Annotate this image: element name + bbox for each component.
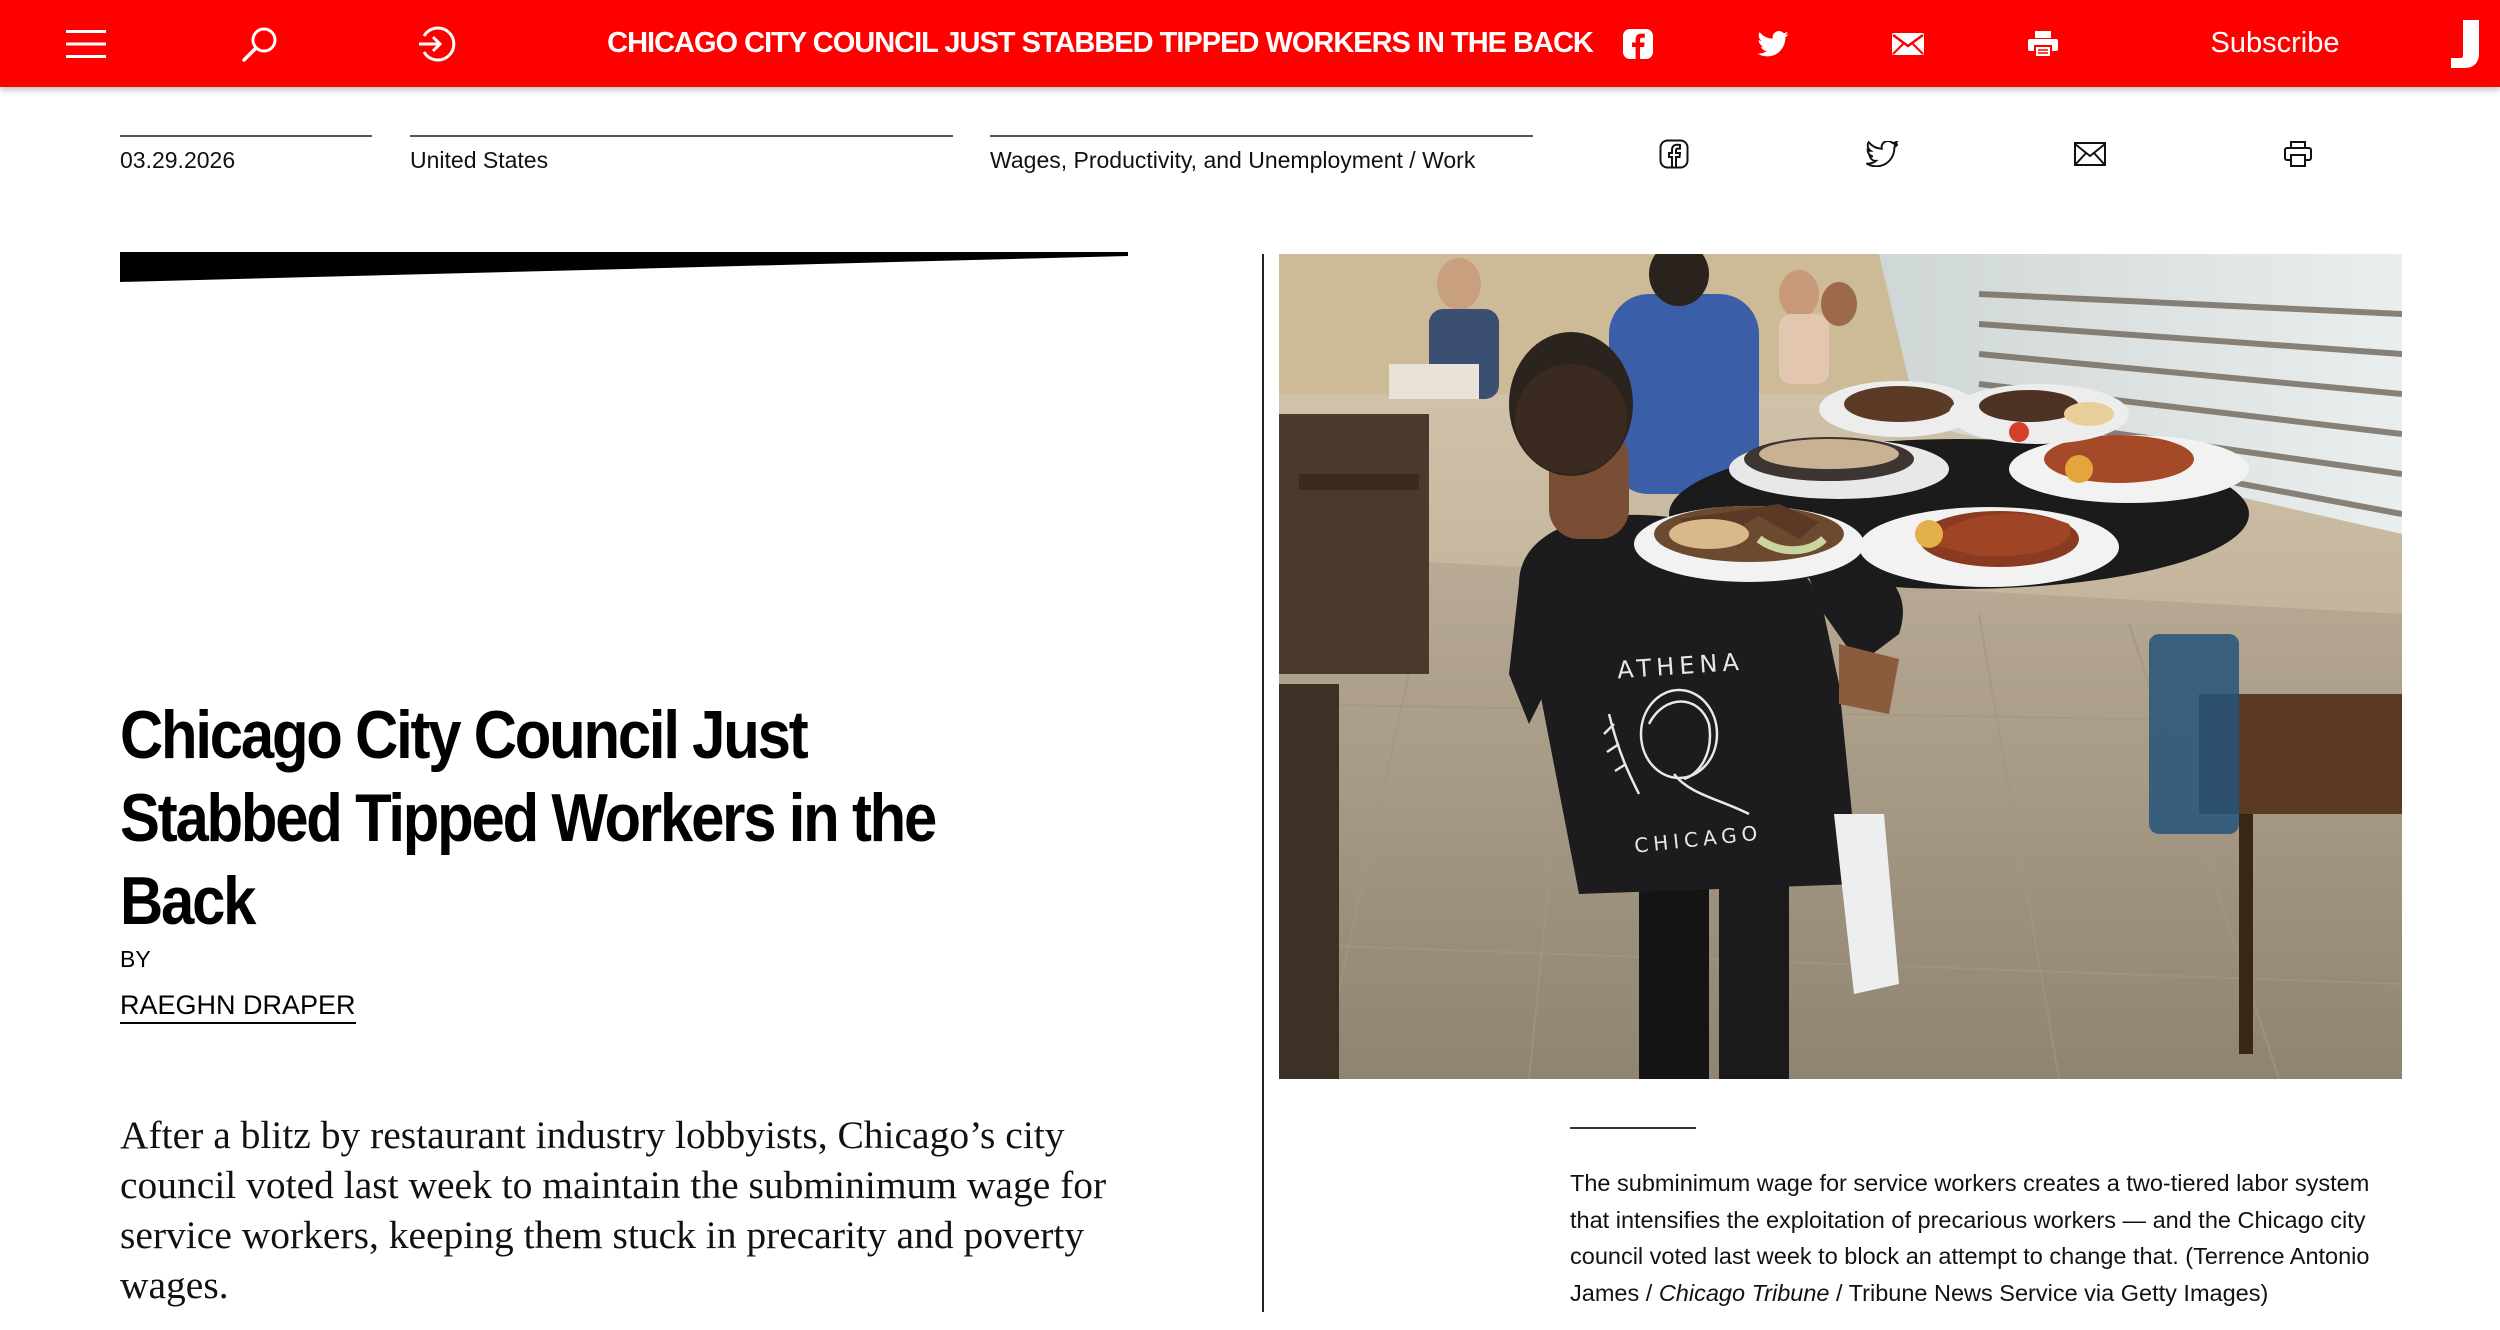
login-icon[interactable] [408, 0, 464, 87]
topics-link[interactable]: Wages, Productivity, and Unemployment / Work [990, 135, 1533, 174]
publish-date: 03.29.2026 [120, 135, 372, 174]
article-headline: Chicago City Council Just Stabbed Tipped Workers in the Back [120, 697, 936, 939]
byline-label: BY [120, 946, 151, 972]
caption-publication: Chicago Tribune [1658, 1279, 1830, 1306]
photo-caption [1570, 1165, 2410, 1311]
author-link[interactable]: RAEGHN DRAPER [120, 990, 356, 1024]
print-icon[interactable] [2278, 136, 2318, 172]
mail-icon[interactable] [2070, 136, 2110, 172]
shirt-text-bottom: CHICAGO [1633, 820, 1764, 858]
search-icon[interactable] [232, 0, 288, 87]
region-link[interactable]: United States [410, 135, 953, 174]
article-dek: After a blitz by restaurant industry lobbyists, Chicago’s city council voted last week to maintain the subminimum wage for service workers, keeping them stuck in precarity and poverty wages. [120, 1113, 1107, 1307]
twitter-icon[interactable] [1745, 0, 1801, 87]
subscribe-button[interactable]: Subscribe [2210, 27, 2340, 59]
caption-text: The subminimum wage for service workers creates a two-tiered labor system that intensifies the exploitation of precarious workers — and the Chicago city council voted last week to block an attempt to change that. (Terrence Antonio James / [1570, 1170, 2370, 1306]
decorative-wedge-rule [120, 252, 1130, 284]
top-bar [0, 0, 2500, 87]
facebook-icon[interactable] [1610, 0, 1666, 87]
logo-j-icon[interactable] [2442, 0, 2488, 87]
shirt-text-top: ATHENA [1616, 647, 1745, 685]
print-icon[interactable] [2015, 0, 2071, 87]
caption-credit: / Tribune News Service via Getty Images) [1829, 1279, 2269, 1306]
facebook-icon[interactable] [1654, 136, 1694, 172]
mail-icon[interactable] [1880, 0, 1936, 87]
twitter-icon[interactable] [1862, 136, 1902, 172]
topbar-article-title: CHICAGO CITY COUNCIL JUST STABBED TIPPED WORKERS IN THE BACK [607, 27, 1593, 59]
column-divider [1262, 254, 1264, 1312]
article-photo [1279, 254, 2402, 1079]
caption-rule [1570, 1127, 1696, 1129]
menu-icon[interactable] [58, 0, 114, 87]
